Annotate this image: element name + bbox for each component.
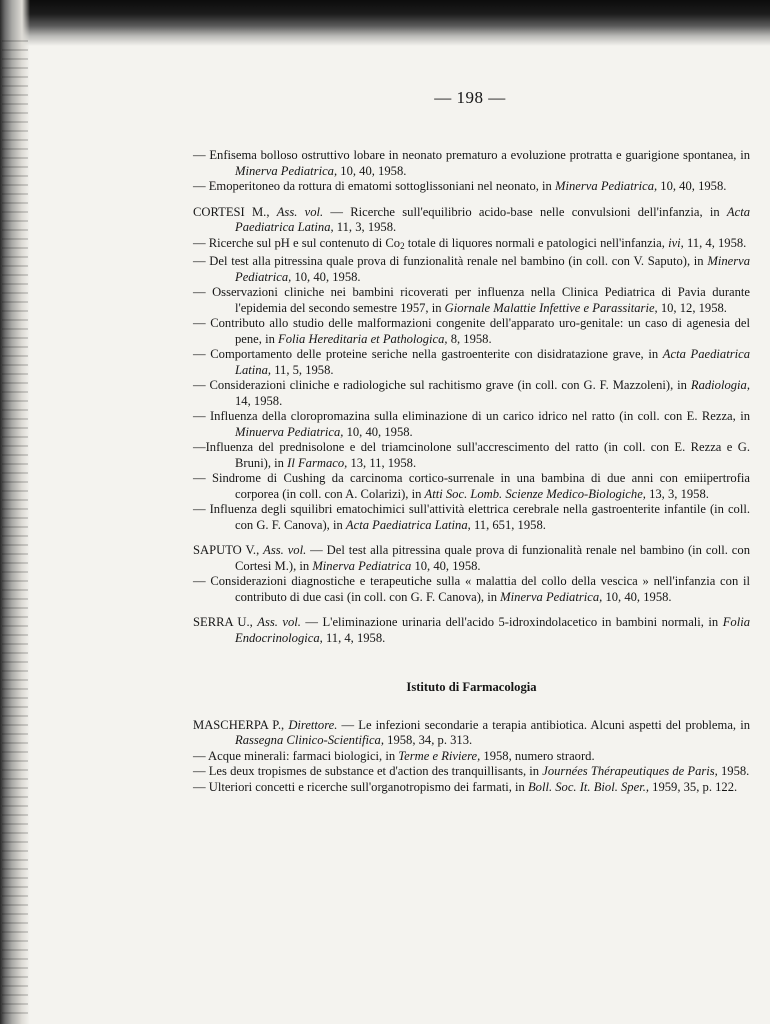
- citation-title: ivi,: [668, 235, 684, 250]
- scan-spine-noise: [2, 40, 28, 1020]
- citation-title: Journées Thérapeutiques de Paris,: [542, 764, 718, 778]
- section-heading-farmacologia: Istituto di Farmacologia: [406, 680, 537, 694]
- entry-text: — Sindrome di Cushing da carcinoma cortico-surrenale in una bambina di due anni con emiipertrofia corporea (in coll. con A. Colarizi), in: [193, 471, 750, 501]
- entry-text: 11, 4, 1958.: [683, 235, 747, 250]
- entry-text: — Comportamento delle proteine seriche nella gastroenterite con disidratazione grave, in: [193, 347, 663, 361]
- entry-text: — Acque minerali: farmaci biologici, in: [193, 748, 399, 763]
- citation-title: Ass. vol.: [257, 615, 301, 629]
- bibliography-entry: [193, 285, 750, 316]
- entry-text: — Ulteriori concetti e ricerche sull'organotropismo dei farmati, in: [193, 779, 528, 794]
- entry-text: 13, 3, 1958.: [645, 486, 709, 501]
- entry-text: — Influenza degli squilibri ematochimici sull'attività elettrica cerebrale nella gastroenterite infantile (in coll. con G. F. Canova), in: [193, 502, 750, 532]
- citation-title: Acta Paediatrica Latina,: [235, 204, 751, 234]
- bibliography-entry: [193, 749, 750, 765]
- bibliography-entry: [193, 574, 750, 605]
- page-number: — 198 —: [434, 88, 506, 107]
- entry-text: CORTESI M.,: [193, 204, 277, 219]
- entry-text: SERRA U.,: [193, 615, 258, 629]
- entry-text: 11, 651, 1958.: [470, 517, 546, 532]
- citation-title: Minerva Pediatrica,: [555, 179, 658, 193]
- bibliography-entry: [193, 780, 750, 796]
- scan-top-edge: [0, 0, 770, 46]
- citation-title: Folia Hereditaria et Pathologica,: [278, 331, 448, 346]
- entry-text: 8, 1958.: [447, 331, 492, 346]
- entry-text: 14, 1958.: [235, 393, 283, 408]
- bibliography-entry: [193, 502, 750, 533]
- bibliography-entry: [193, 471, 750, 502]
- bibliography-pediatria: [193, 148, 750, 646]
- bibliography-entry: [193, 409, 750, 440]
- bibliography-entry: [193, 378, 750, 409]
- citation-title: Minuerva Pediatrica,: [235, 424, 344, 439]
- entry-text: 10, 40, 1958.: [602, 589, 672, 604]
- citation-title: Acta Paediatrica Latina,: [345, 517, 471, 532]
- entry-text: 11, 5, 1958.: [271, 362, 334, 377]
- entry-text: — Osservazioni cliniche nei bambini ricoverati per influenza nella Clinica Pediatrica di Pavia durante l'epidemia del secondo semestre 1957, in: [193, 285, 750, 315]
- citation-title: Rassegna Clinico-Scientifica,: [235, 733, 384, 747]
- entry-text: 10, 40, 1958.: [657, 179, 727, 193]
- entry-text: 10, 40, 1958.: [291, 269, 361, 284]
- bibliography-farmacologia: [193, 718, 750, 796]
- entry-text: — Emoperitoneo da rottura di ematomi sottoglissoniani nel neonato, in: [193, 179, 556, 193]
- entry-text: — L'eliminazione urinaria dell'acido 5-idroxindolacetico in bambini normali, in: [300, 615, 723, 629]
- author-block: [193, 148, 750, 195]
- entry-text: 11, 3, 1958.: [333, 220, 397, 234]
- entry-text: — Contributo allo studio delle malformazioni congenite dell'apparato uro-genitale: un caso di agenesia del pene, in: [193, 316, 750, 346]
- entry-text: — Considerazioni cliniche e radiologiche sul rachitismo grave (in coll. con G. F. Mazzoleni), in: [193, 378, 691, 392]
- entry-text: 1958, numero straord.: [480, 748, 595, 763]
- citation-title: Ass. vol.: [263, 543, 307, 557]
- citation-title: Minerva Pediatrica,: [235, 163, 338, 178]
- entry-text: 1958.: [717, 764, 750, 778]
- bibliography-entry: [193, 543, 750, 574]
- bibliography-entry: [193, 205, 750, 236]
- entry-text: 1959, 35, p. 122.: [649, 779, 738, 794]
- entry-text: — Influenza della cloropromazina sulla eliminazione di un carico idrico nel ratto (in coll. con E. Rezza, in: [193, 409, 750, 423]
- citation-title: Minerva Pediatrica: [312, 558, 412, 573]
- citation-title: Giornale Malattie Infettive e Parassitarie,: [444, 300, 658, 315]
- citation-title: Radiologia,: [690, 378, 750, 392]
- entry-text: SAPUTO V.,: [193, 543, 264, 557]
- entry-text: 10, 12, 1958.: [657, 300, 727, 315]
- citation-title: Direttore.: [288, 717, 338, 732]
- citation-title: Folia Endocrinologica,: [235, 615, 751, 645]
- bibliography-entry: [193, 316, 750, 347]
- citation-title: Minerva Pediatrica,: [500, 589, 603, 604]
- entry-text: — Ricerche sull'equilibrio acido-base nelle convulsioni dell'infanzia, in: [323, 204, 727, 219]
- citation-title: Acta Paediatrica Latina,: [235, 347, 750, 377]
- citation-title: Atti Soc. Lomb. Scienze Medico-Biologiche,: [424, 486, 646, 501]
- bibliography-entry: [193, 179, 750, 195]
- entry-text: — Del test alla pitressina quale prova di funzionalità renale nel bambino (in coll. con Cortesi M.), in: [235, 543, 750, 573]
- bibliography-entry: [193, 764, 750, 780]
- bibliography-entry: [193, 615, 750, 646]
- entry-text: 10, 40, 1958.: [343, 424, 413, 439]
- bibliography-entry: [193, 347, 750, 378]
- author-block: [193, 543, 750, 605]
- bibliography-entry: [193, 148, 750, 179]
- entry-text: —Influenza del prednisolone e del triamcinolone sull'accrescimento del ratto (in coll. con E. Rezza e G. Bruni), in: [193, 440, 750, 470]
- entry-text: — Le infezioni secondarie a terapia antibiotica. Alcuni aspetti del problema, in: [337, 717, 750, 732]
- author-block: [193, 205, 750, 534]
- author-block: [193, 615, 750, 646]
- bibliography-entry: [193, 254, 750, 285]
- entry-text: — Les deux tropismes de substance et d'action des tranquillisants, in: [193, 764, 543, 778]
- entry-text: MASCHERPA P.,: [193, 717, 289, 732]
- citation-title: Ass. vol.: [276, 204, 324, 219]
- entry-text: — Del test alla pitressina quale prova di funzionalità renale nel bambino (in coll. con V. Saputo), in: [193, 254, 708, 268]
- citation-title: Minerva Pediatrica,: [235, 254, 750, 284]
- entry-text: 11, 4, 1958.: [322, 630, 386, 645]
- entry-text: totale di liquores normali e patologici nell'infanzia,: [404, 235, 669, 250]
- subscript: 2: [400, 240, 405, 251]
- entry-text: 10, 40, 1958.: [337, 163, 407, 178]
- citation-title: Boll. Soc. It. Biol. Sper.,: [527, 779, 649, 794]
- document-body: [193, 148, 750, 795]
- bibliography-entry: [193, 236, 750, 255]
- entry-text: — Considerazioni diagnostiche e terapeutiche sulla « malattia del collo della vescica » nell'infanzia con il contributo di due casi (in coll. con G. F. Canova), in: [193, 574, 750, 604]
- entry-text: — Enfisema bolloso ostruttivo lobare in neonato prematuro a evoluzione protratta e guarigione spontanea, in: [193, 148, 750, 162]
- citation-title: Terme e Riviere,: [398, 748, 481, 763]
- entry-text: 1958, 34, p. 313.: [384, 733, 473, 747]
- bibliography-entry: [193, 718, 750, 749]
- entry-text: 10, 40, 1958.: [411, 558, 481, 573]
- entry-text: 13, 11, 1958.: [347, 455, 417, 470]
- citation-title: Il Farmaco,: [287, 455, 348, 470]
- entry-text: — Ricerche sul pH e sul contenuto di Co: [193, 235, 401, 250]
- bibliography-entry: [193, 440, 750, 471]
